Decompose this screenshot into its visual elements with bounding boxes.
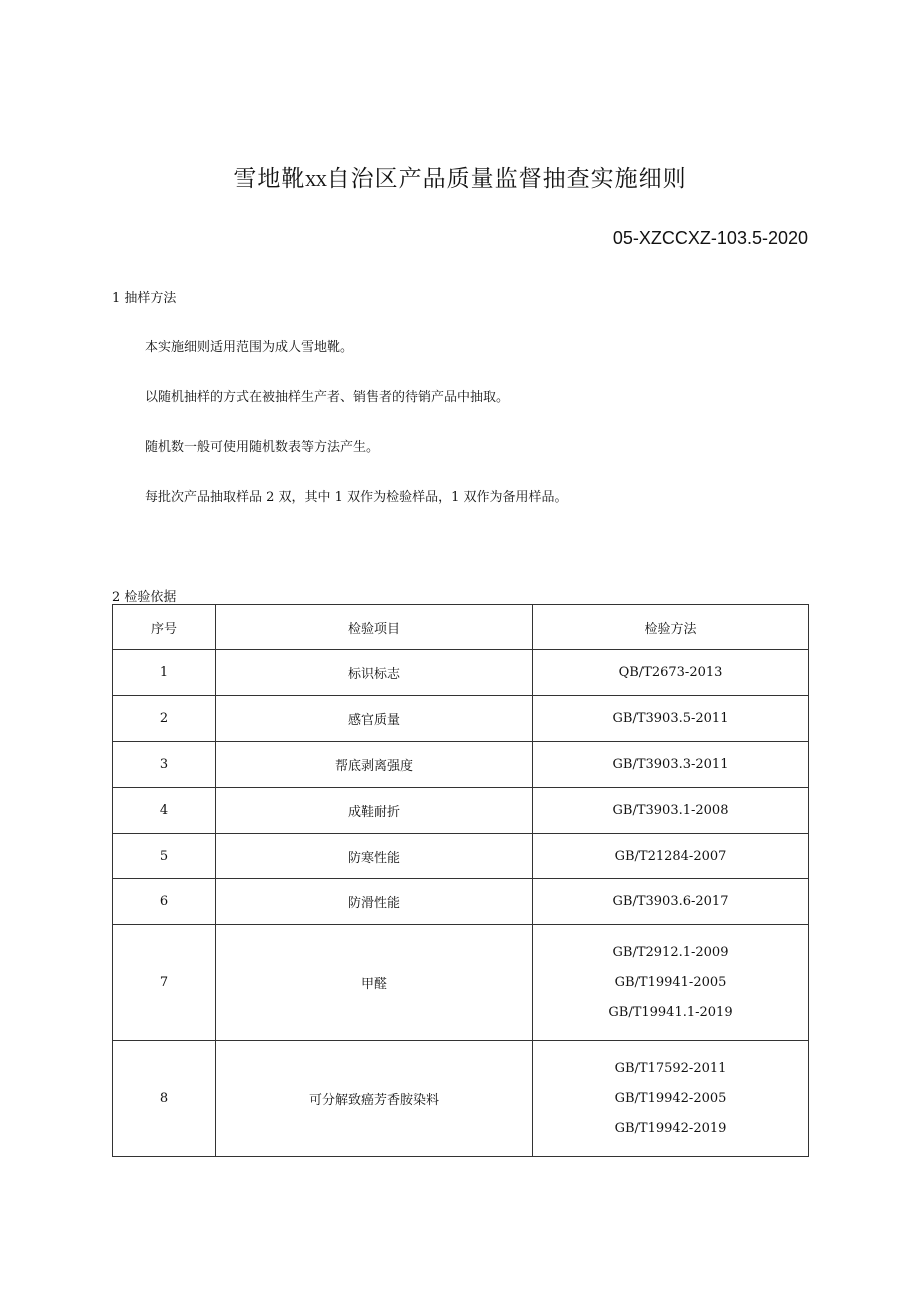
row-method: GB/T21284-2007: [533, 834, 809, 879]
method-line: GB/T19941.1-2019: [608, 1005, 733, 1020]
row-item: 帮底剥离强度: [216, 742, 533, 788]
row-method: GB/T3903.5-2011: [533, 696, 809, 742]
row-methods: [533, 1041, 809, 1157]
method-line: GB/T19942-2005: [614, 1091, 727, 1106]
title-prefix: 雪地靴: [233, 166, 306, 192]
header-method: 检验方法: [533, 605, 809, 650]
title-suffix: 自治区产品质量监督抽查实施细则: [326, 166, 687, 192]
table-row: [113, 925, 809, 1041]
row-no: 4: [113, 788, 216, 834]
row-methods: [533, 925, 809, 1041]
row-no: 2: [113, 696, 216, 742]
row-item: 成鞋耐折: [216, 788, 533, 834]
table-row: [113, 788, 809, 834]
document-code: 05-XZCCXZ-103.5-2020: [612, 228, 808, 248]
method-line: GB/T19942-2019: [614, 1121, 727, 1136]
inspection-table: [112, 604, 809, 1157]
section1-paragraph-1: 本实施细则适用范围为成人雪地靴。: [145, 340, 354, 355]
method-line: GB/T19941-2005: [614, 975, 727, 990]
row-item: 可分解致癌芳香胺染料: [216, 1041, 533, 1157]
row-no: 6: [113, 879, 216, 925]
section1-heading: 1 抽样方法: [112, 291, 177, 306]
table-row: [113, 1041, 809, 1157]
method-line: GB/T17592-2011: [614, 1061, 727, 1076]
table-row: [113, 834, 809, 879]
table-row: [113, 879, 809, 925]
row-no: 8: [113, 1041, 216, 1157]
row-item: 防寒性能: [216, 834, 533, 879]
row-item: 标识标志: [216, 650, 533, 696]
table-row: [113, 650, 809, 696]
table-header-row: [113, 605, 809, 650]
row-method: GB/T3903.1-2008: [533, 788, 809, 834]
title-xx: XX: [305, 172, 327, 190]
table-row: [113, 696, 809, 742]
row-method: QB/T2673-2013: [533, 650, 809, 696]
row-no: 3: [113, 742, 216, 788]
document-title: [0, 160, 920, 193]
header-item: 检验项目: [216, 605, 533, 650]
row-method: GB/T3903.3-2011: [533, 742, 809, 788]
row-no: 5: [113, 834, 216, 879]
method-line: GB/T2912.1-2009: [612, 945, 729, 960]
section2-heading: 2 检验依据: [112, 590, 177, 605]
section1-paragraph-4: 每批次产品抽取样品 2 双，其中 1 双作为检验样品，1 双作为备用样品。: [145, 490, 568, 505]
row-item: 防滑性能: [216, 879, 533, 925]
row-item: 感官质量: [216, 696, 533, 742]
row-no: 7: [113, 925, 216, 1041]
section1-paragraph-2: 以随机抽样的方式在被抽样生产者、销售者的待销产品中抽取。: [145, 390, 510, 405]
row-item: 甲醛: [216, 925, 533, 1041]
row-no: 1: [113, 650, 216, 696]
header-no: 序号: [113, 605, 216, 650]
table-row: [113, 742, 809, 788]
row-method: GB/T3903.6-2017: [533, 879, 809, 925]
section1-paragraph-3: 随机数一般可使用随机数表等方法产生。: [145, 440, 380, 455]
